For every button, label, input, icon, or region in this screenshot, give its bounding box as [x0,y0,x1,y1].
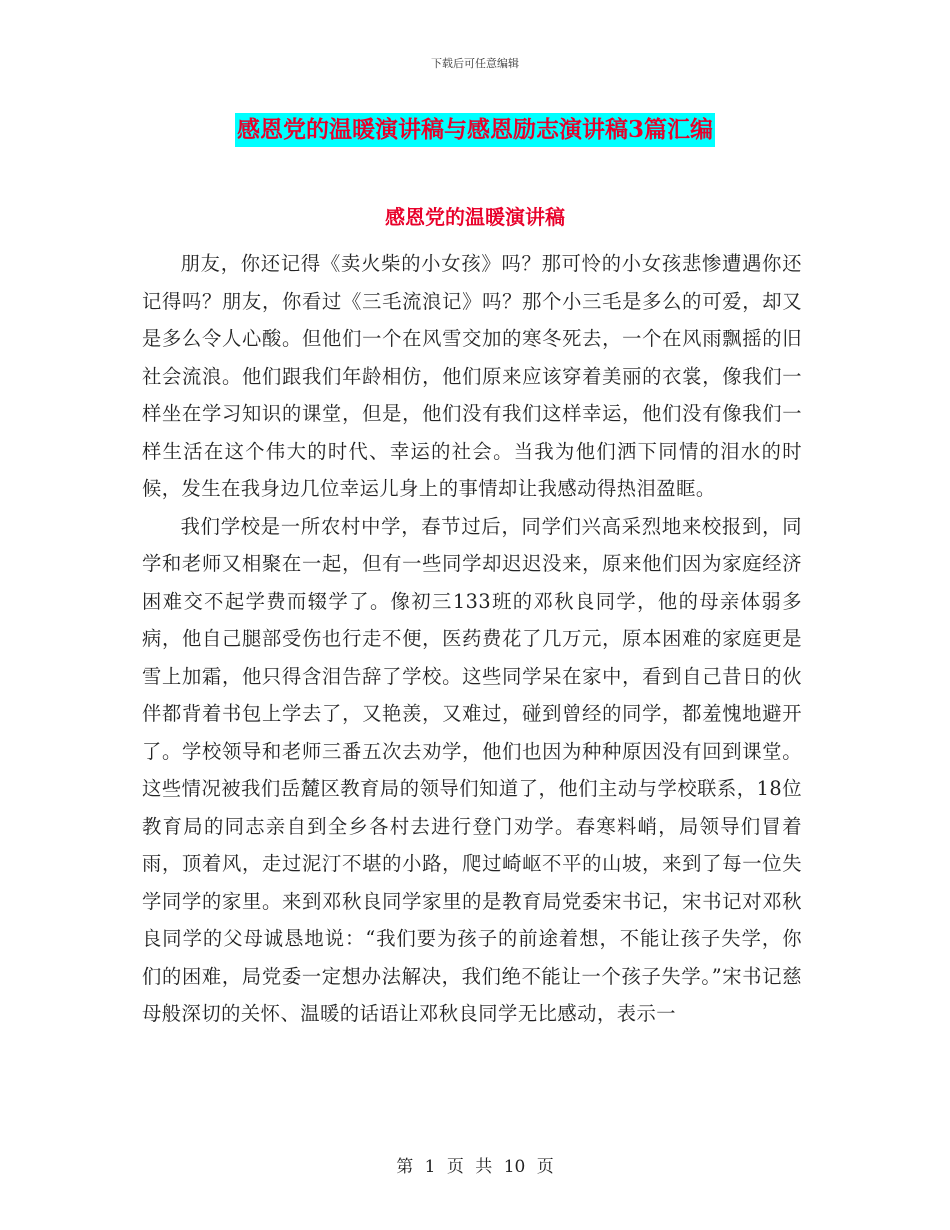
paragraph-2: 我们学校是一所农村中学，春节过后，同学们兴高采烈地来校报到，同学和老师又相聚在一起，但有一些同学却迟迟没来，原来他们因为家庭经济困难交不起学费而辍学了。像初三133班的邓秋良同学，他的母亲体弱多病，他自己腿部受伤也行走不便，医药费花了几万元，原本困难的家庭更是雪上加霜，他只得含泪告辞了学校。这些同学呆在家中，看到自己昔日的伙伴都背着书包上学去了，又艳羡，又难过，碰到曾经的同学，都羞愧地避开了。学校领导和老师三番五次去劝学，他们也因为种种原因没有回到课堂。这些情况被我们岳麓区教育局的领导们知道了，他们主动与学校联系，18位教育局的同志亲自到全乡各村去进行登门劝学。春寒料峭，局领导们冒着雨，顶着风，走过泥汀不堪的小路，爬过崎岖不平的山坡，来到了每一位失学同学的家里。来到邓秋良同学家里的是教育局党委宋书记，宋书记对邓秋良同学的父母诚恳地说：“我们要为孩子的前途着想，不能让孩子失学，你们的困难，局党委一定想办法解决，我们绝不能让一个孩子失学。”宋书记慈母般深切的关怀、温暖的话语让邓秋良同学无比感动，表示一 [142,514,802,1025]
document-title-container [0,113,950,147]
document-body [142,245,802,1033]
header-note: 下载后可任意编辑 [431,57,519,70]
document-title: 感恩党的温暖演讲稿与感恩励志演讲稿3篇汇编 [235,113,715,147]
section-title: 感恩党的温暖演讲稿 [385,205,565,229]
page-footer: 第 1 页 共 10 页 [396,1157,554,1177]
paragraph-1: 朋友，你还记得《卖火柴的小女孩》吗？那可怜的小女孩悲惨遭遇你还记得吗？朋友，你看过《三毛流浪记》吗？那个小三毛是多么的可爱，却又是多么令人心酸。但他们一个在风雪交加的寒冬死去，一个在风雨飘摇的旧社会流浪。他们跟我们年龄相仿，他们原来应该穿着美丽的衣裳，像我们一样坐在学习知识的课堂，但是，他们没有我们这样幸运，他们没有像我们一样生活在这个伟大的时代、幸运的社会。当我为他们洒下同情的泪水的时候，发生在我身边几位幸运儿身上的事情却让我感动得热泪盈眶。 [142,252,802,500]
